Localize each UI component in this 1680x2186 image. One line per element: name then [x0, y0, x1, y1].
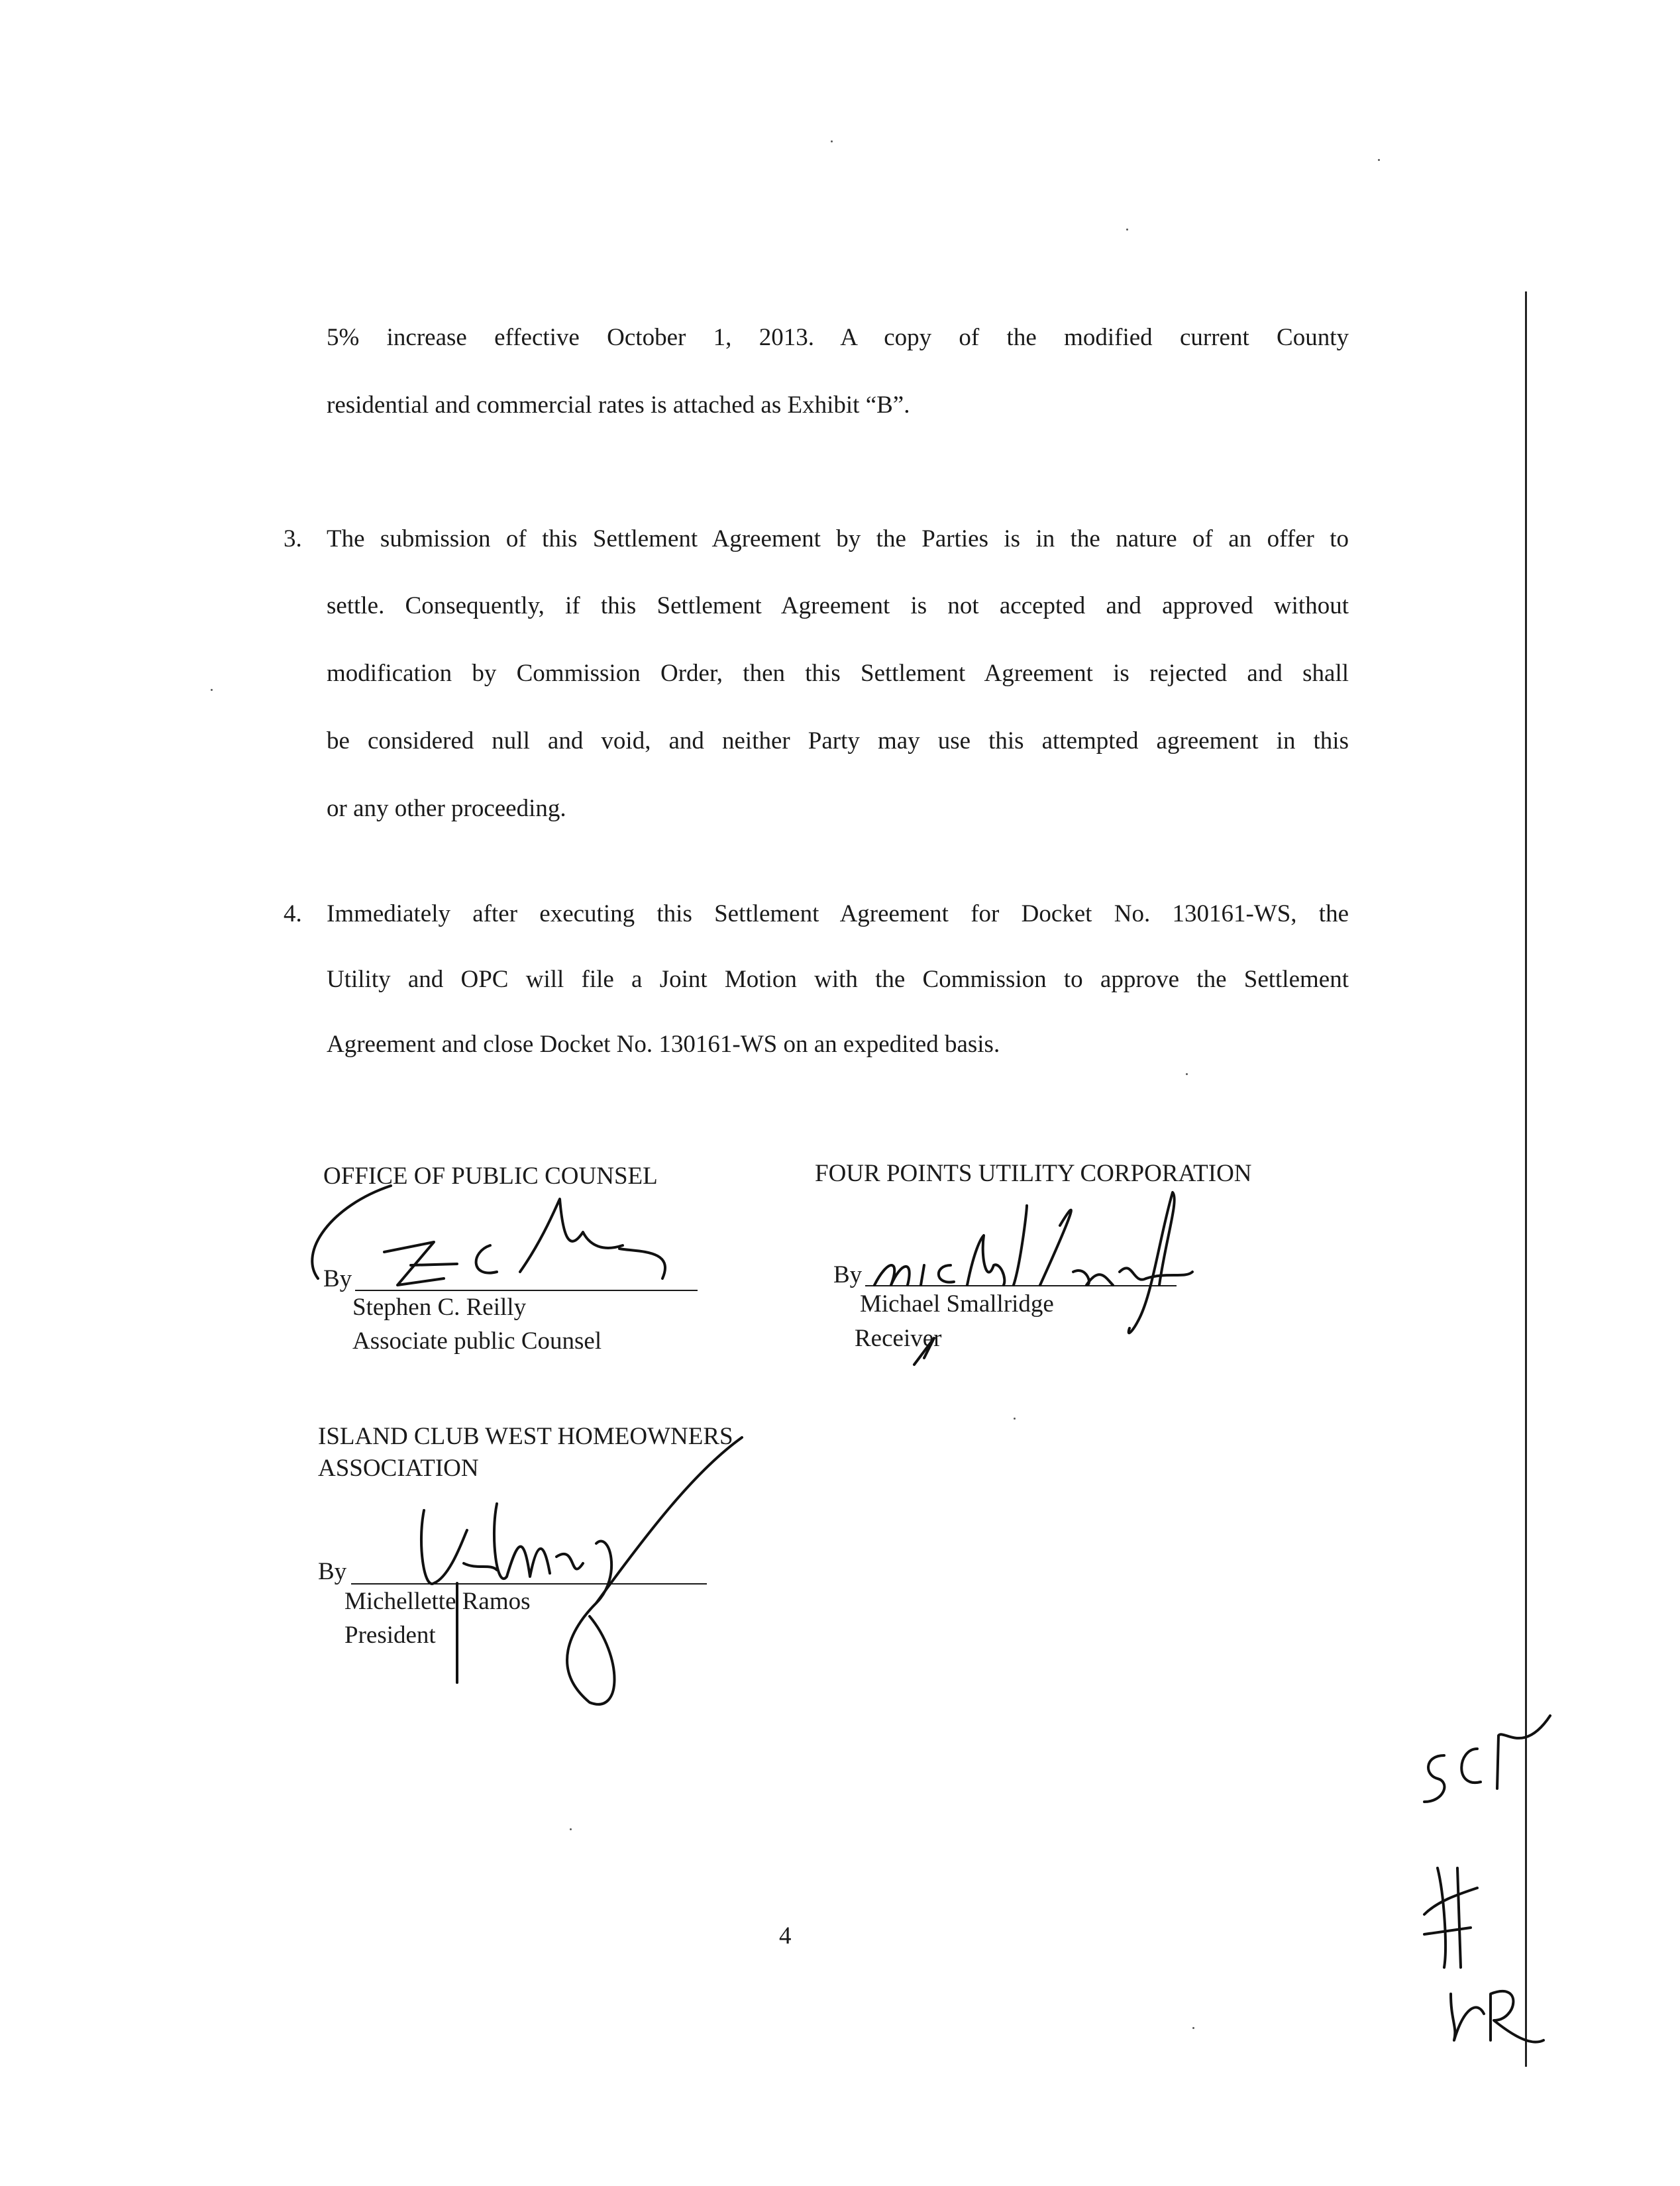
item-3-line-4: be considered null and void, and neither Party may use this attempted agreement in this	[327, 727, 1349, 755]
item-3-number: 3.	[284, 525, 302, 552]
icw-by-label: By	[318, 1558, 347, 1585]
item-4-number: 4.	[284, 900, 302, 927]
item-3-line-3: modification by Commission Order, then this Settlement Agreement is rejected and shall	[327, 660, 1349, 687]
scan-speck	[1014, 1418, 1016, 1420]
scan-speck	[1186, 1073, 1188, 1075]
scan-speck	[1126, 229, 1128, 231]
fpuc-handwritten-signature	[861, 1186, 1206, 1378]
item-3-line-5: or any other proceeding.	[327, 795, 566, 822]
icw-org-name-line-2: ASSOCIATION	[318, 1455, 479, 1482]
margin-initials-handwriting	[1398, 1716, 1563, 2087]
paragraph-continuation-line-2: residential and commercial rates is attached as Exhibit “B”.	[327, 391, 910, 419]
item-4-line-1: Immediately after executing this Settlement Agreement for Docket No. 130161-WS, the	[327, 900, 1349, 927]
fpuc-signer-title: Receiver	[855, 1325, 942, 1352]
item-4-line-3: Agreement and close Docket No. 130161-WS on an expedited basis.	[327, 1031, 1000, 1058]
paragraph-continuation-line-1: 5% increase effective October 1, 2013. A copy of the modified current County	[327, 324, 1349, 351]
opc-org-name: OFFICE OF PUBLIC COUNSEL	[323, 1163, 658, 1190]
scan-speck	[831, 140, 833, 142]
fpuc-signer-name: Michael Smallridge	[860, 1290, 1054, 1318]
opc-handwritten-signature	[291, 1179, 702, 1325]
opc-signer-name: Stephen C. Reilly	[352, 1294, 527, 1321]
icw-org-name-line-1: ISLAND CLUB WEST HOMEOWNERS	[318, 1423, 733, 1450]
item-3-line-2: settle. Consequently, if this Settlement Agreement is not accepted and approved without	[327, 592, 1349, 619]
page-number: 4	[779, 1922, 792, 1950]
scan-speck	[1192, 2027, 1194, 2029]
fpuc-by-label: By	[833, 1261, 863, 1288]
icw-signer-title: President	[344, 1622, 436, 1649]
scan-speck	[211, 689, 213, 691]
opc-by-label: By	[323, 1265, 352, 1292]
scan-speck	[1378, 159, 1380, 161]
icw-signer-name: Michellette Ramos	[344, 1588, 531, 1615]
fpuc-org-name: FOUR POINTS UTILITY CORPORATION	[815, 1160, 1252, 1187]
icw-handwritten-signature	[397, 1431, 768, 1709]
scan-speck	[570, 1828, 572, 1830]
opc-signer-title: Associate public Counsel	[352, 1327, 602, 1355]
item-4-line-2: Utility and OPC will file a Joint Motion with the Commission to approve the Settlement	[327, 966, 1349, 993]
item-3-line-1: The submission of this Settlement Agreement by the Parties is in the nature of an offer to	[327, 525, 1349, 552]
